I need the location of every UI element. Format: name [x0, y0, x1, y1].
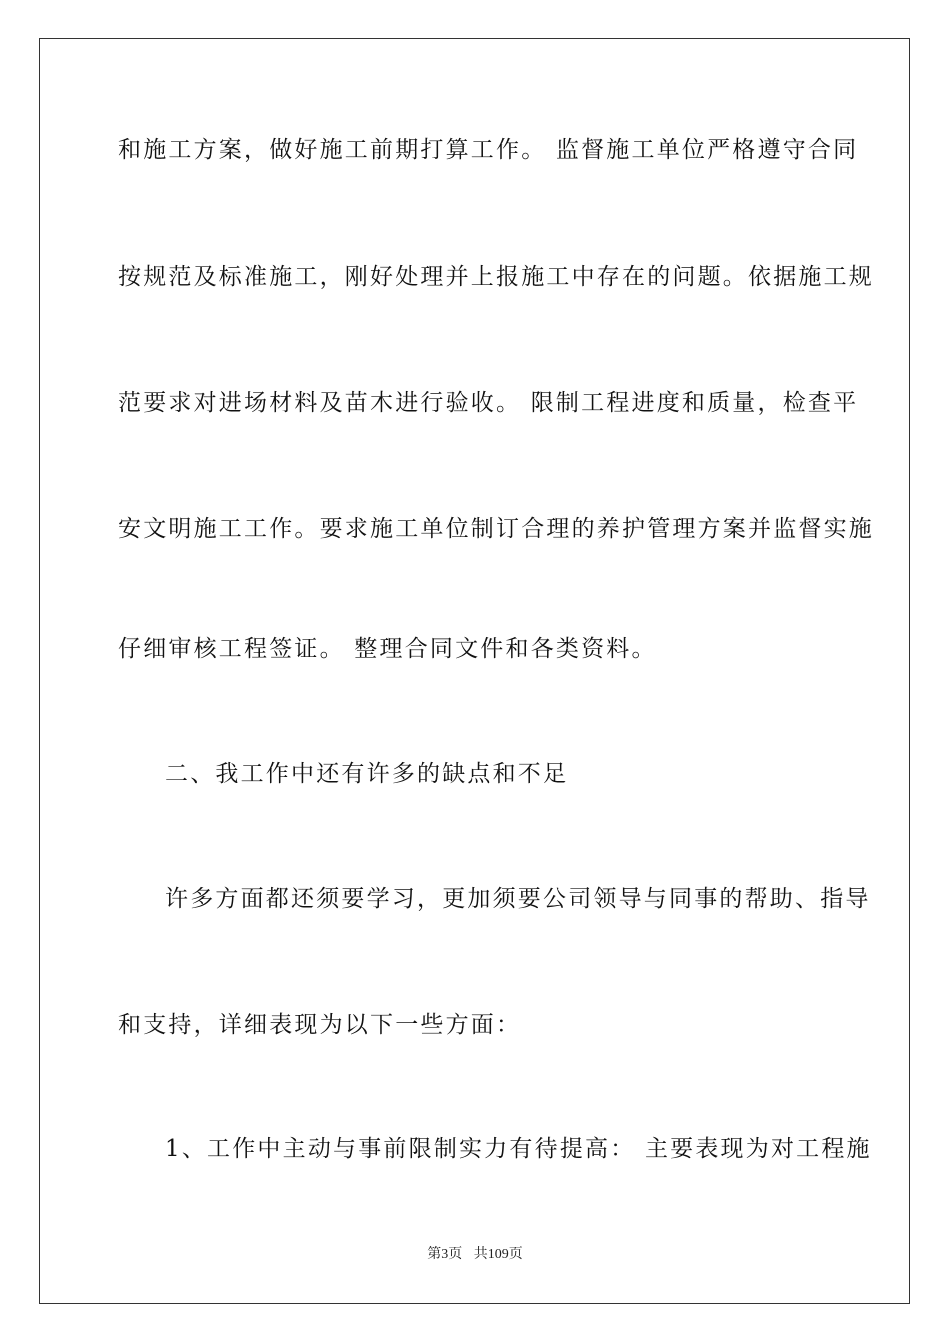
paragraph2-line-1: 许多方面都还须要学习，更加须要公司领导与同事的帮助、指导 [165, 886, 871, 912]
page-number-current: 第3页 [427, 1247, 463, 1262]
body-line-2: 按规范及标准施工，刚好处理并上报施工中存在的问题。依据施工规 [118, 264, 874, 290]
body-line-5: 仔细审核工程签证。 整理合同文件和各类资料。 [118, 636, 657, 662]
section-heading: 二、我工作中还有许多的缺点和不足 [165, 761, 569, 787]
body-line-4: 安文明施工工作。要求施工单位制订合理的养护管理方案并监督实施 [118, 516, 874, 542]
body-line-1: 和施工方案，做好施工前期打算工作。 监督施工单位严格遵守合同 [118, 137, 859, 163]
list-item-1: 1、工作中主动与事前限制实力有待提高： 主要表现为对工程施 [165, 1136, 872, 1162]
body-line-3: 范要求对进场材料及苗木进行验收。 限制工程进度和质量，检查平 [118, 390, 859, 416]
page-footer [0, 1246, 950, 1264]
page-number-total: 共109页 [473, 1247, 523, 1262]
paragraph2-line-2: 和支持，详细表现为以下一些方面： [118, 1012, 522, 1038]
page-border [39, 38, 910, 1304]
